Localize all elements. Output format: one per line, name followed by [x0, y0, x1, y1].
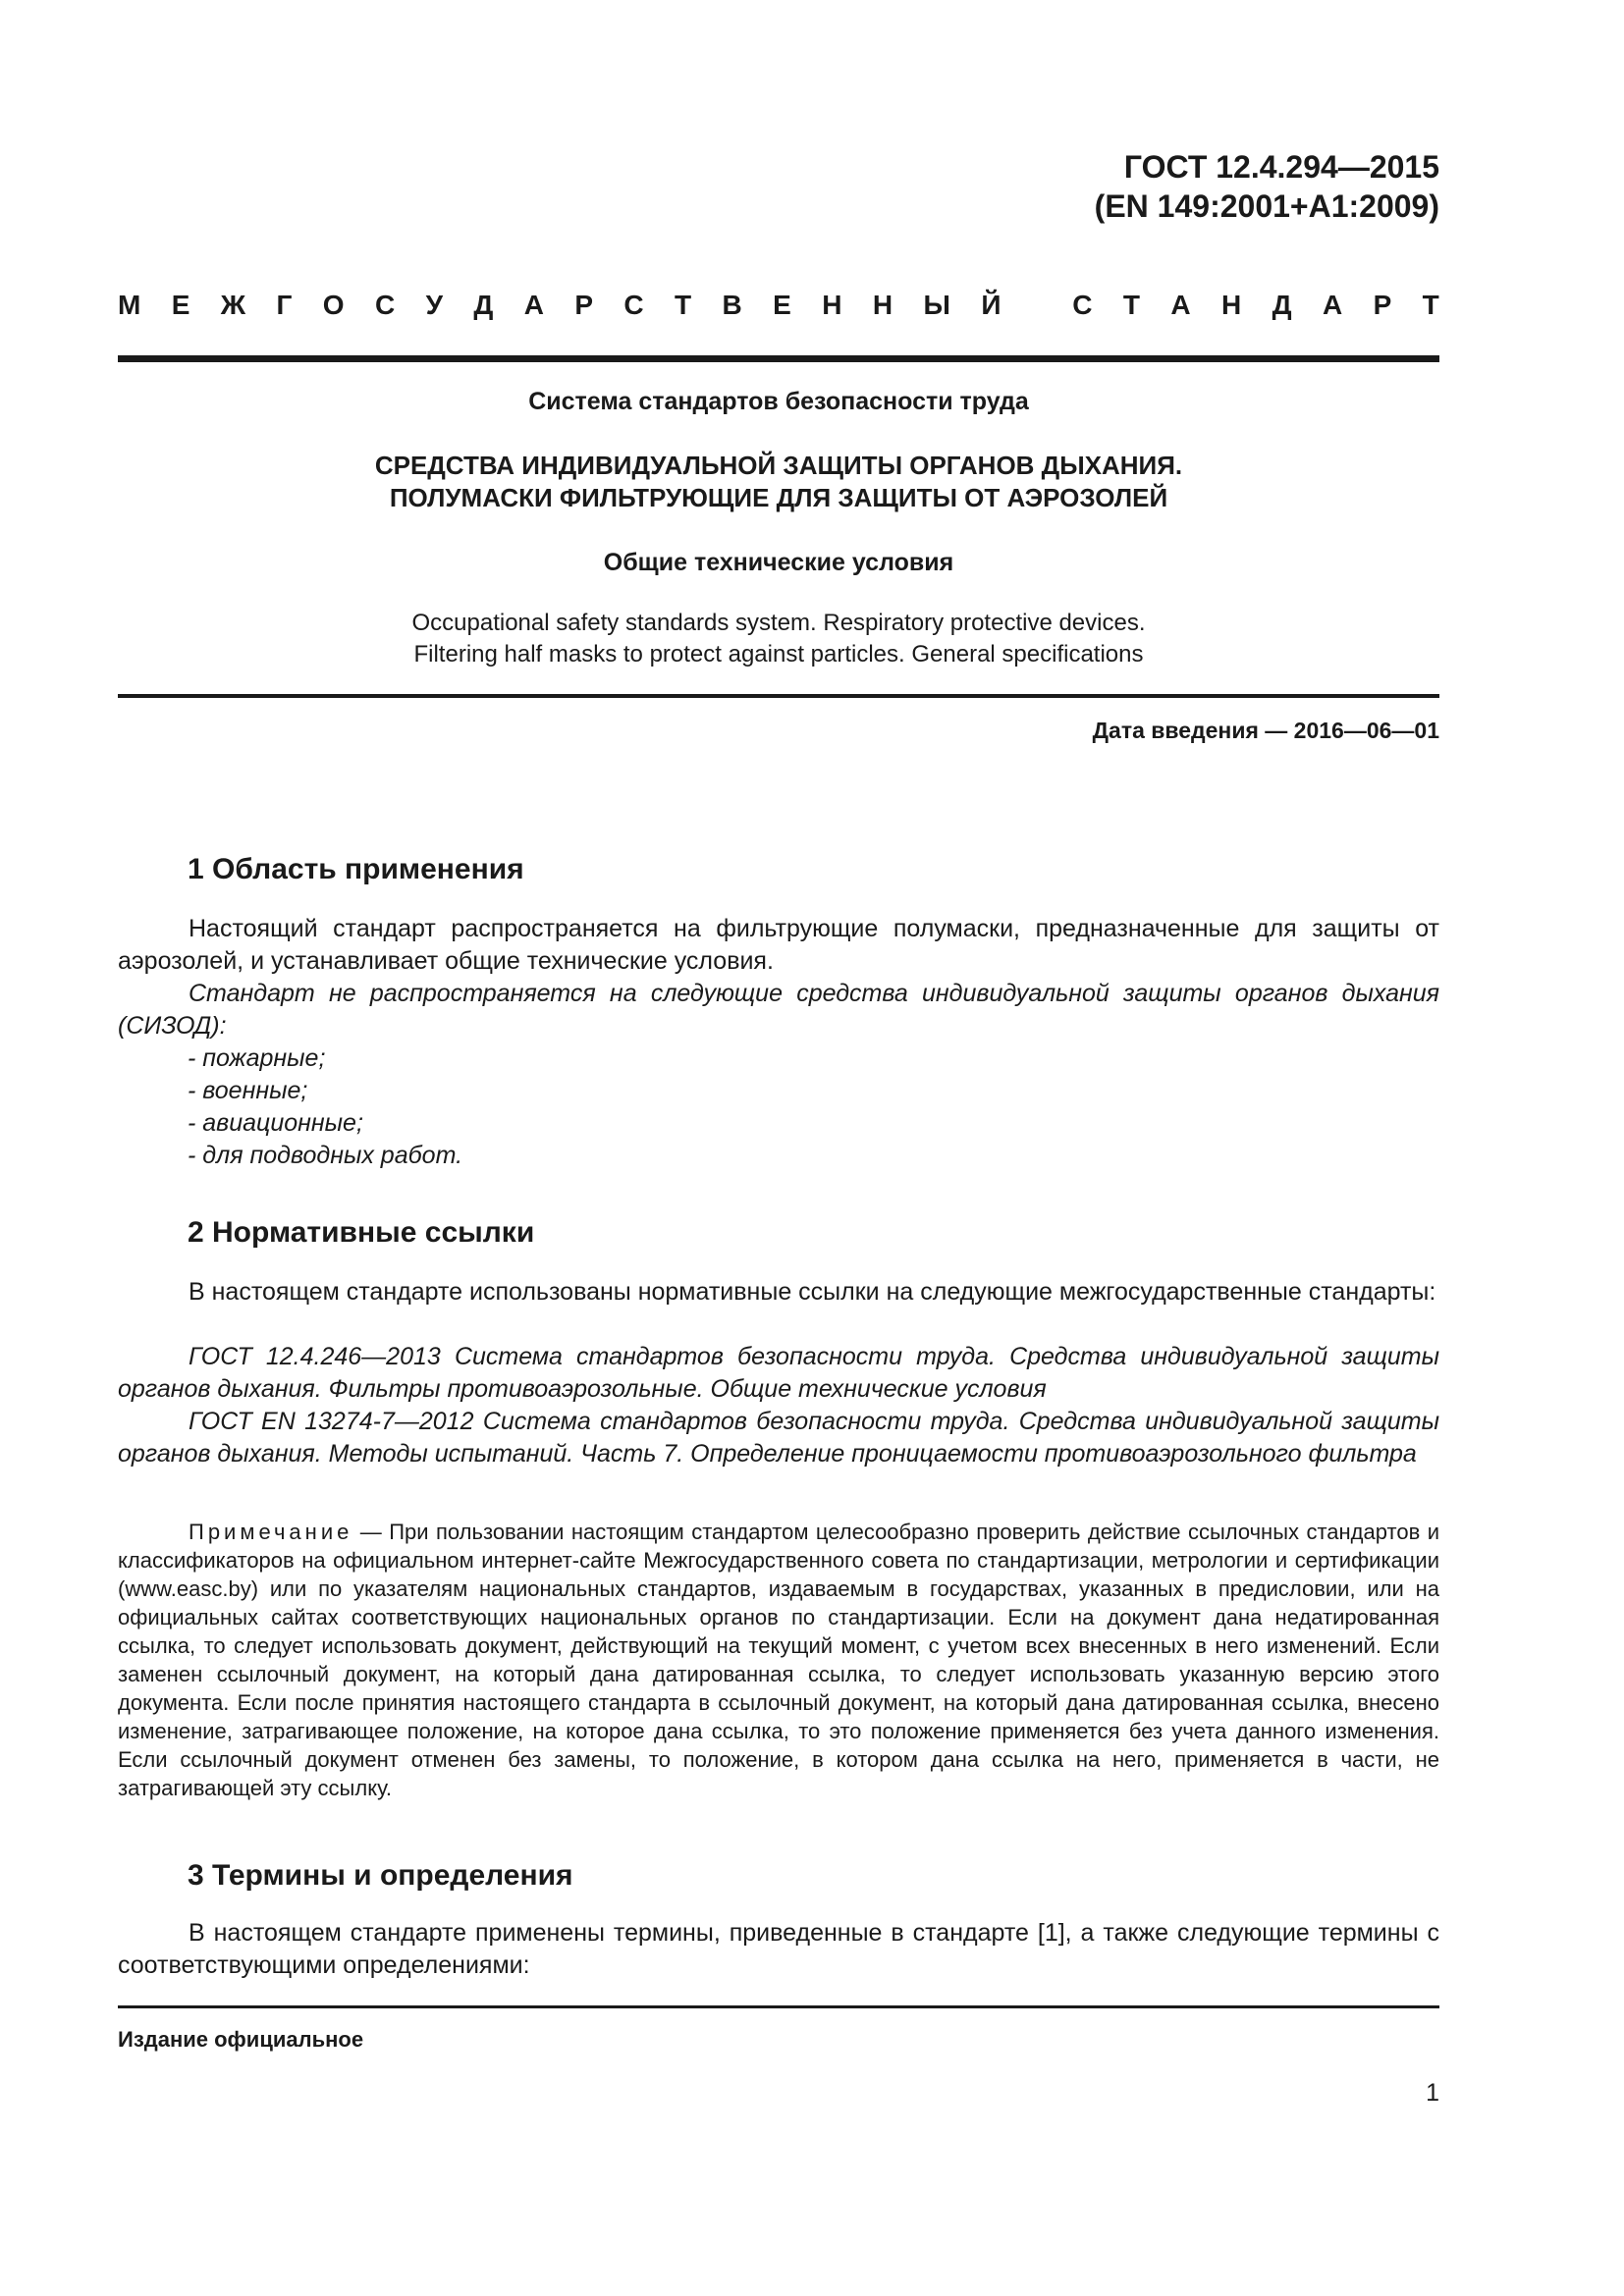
heading-letter: Н: [872, 290, 893, 320]
word-gap: [1032, 290, 1042, 325]
heading-letter: М: [118, 290, 141, 320]
intro-date: Дата введения — 2016—06—01: [1092, 718, 1439, 743]
section-2-heading: 2 Нормативные ссылки: [188, 1216, 535, 1249]
heading-letter: Р: [574, 290, 594, 320]
heading-letter: У: [425, 290, 443, 320]
top-rule: [118, 355, 1439, 362]
heading-letter: Д: [1272, 290, 1292, 320]
heading-letter: А: [1322, 290, 1343, 320]
note-label: Примечание: [189, 1520, 353, 1544]
list-item: - пожарные;: [188, 1044, 326, 1072]
heading-letter: Т: [675, 290, 692, 320]
heading-letter: Н: [1220, 290, 1242, 320]
subtitle: Общие технические условия: [603, 549, 954, 576]
official-edition: Издание официальное: [118, 2027, 364, 2052]
list-item: - авиационные;: [188, 1109, 363, 1137]
en-title-line-2: Filtering half masks to protect against particles. General specifications: [413, 641, 1144, 667]
heading-letter: Е: [171, 290, 190, 320]
section-1-para-2: Стандарт не распространяется на следующие средства индивидуальной защиты органов дыхания (СИЗОД):: [118, 980, 1439, 1040]
heading-letter: Ы: [923, 290, 950, 320]
section-3-heading: 3 Термины и определения: [188, 1859, 573, 1892]
heading-letter: Е: [773, 290, 791, 320]
section-1-para-1: Настоящий стандарт распространяется на фильтрующие полумаски, предназначенные для защиты от аэрозолей, и устанавливает общие технические условия.: [118, 915, 1439, 975]
list-item: - военные;: [188, 1077, 308, 1104]
title-rule: [118, 694, 1439, 698]
heading-letter: В: [722, 290, 742, 320]
footer-rule: [118, 2005, 1439, 2008]
gost-code: ГОСТ 12.4.294—2015: [1123, 149, 1439, 185]
heading-letter: С: [1072, 290, 1093, 320]
heading-letter: Д: [473, 290, 494, 320]
section-3-para-1: В настоящем стандарте применены термины, приведенные в стандарте [1], а также следующие термины с соответствующими определениями:: [118, 1919, 1439, 1979]
heading-letter: Т: [1422, 290, 1439, 320]
title-line-2: ПОЛУМАСКИ ФИЛЬТРУЮЩИЕ ДЛЯ ЗАЩИТЫ ОТ АЭРОЗОЛЕЙ: [389, 483, 1168, 512]
heading-letter: Н: [822, 290, 842, 320]
heading-letter: А: [523, 290, 544, 320]
interstate-standard-heading: [118, 290, 1439, 325]
reference-1: ГОСТ 12.4.246—2013 Система стандартов безопасности труда. Средства индивидуальной защиты органов дыхания. Фильтры противоаэрозольные. Общие технические условия: [118, 1343, 1439, 1403]
section-1-heading: 1 Область применения: [188, 853, 524, 885]
heading-letter: Г: [276, 290, 293, 320]
title-line-1: СРЕДСТВА ИНДИВИДУАЛЬНОЙ ЗАЩИТЫ ОРГАНОВ ДЫХАНИЯ.: [374, 451, 1183, 480]
heading-letter: Й: [981, 290, 1001, 320]
note-text: — При пользовании настоящим стандартом целесообразно проверить действие ссылочных стандартов и классификаторов на официальном интернет-сайте Межгосударственного совета по стандартизации, метрологии и сертификации (www.easc.by) или по указателям национальных стандартов, издаваемым в государствах, указанных в предисловии, или на официальных сайтах соответствующих национальных органов по стандартизации. Если на документ дана недатированная ссылка, то следует использовать документ, действующий на текущий момент, с учетом всех внесенных в него изменений. Если заменен ссылочный документ, на который дана датированная ссылка, то следует использовать указанную версию этого документа. Если после принятия настоящего стандарта в ссылочный документ, на который дана датированная ссылка, внесено изменение, затрагивающее положение, на которое дана ссылка, то это положение применяется без учета данного изменения. Если ссылочный документ отменен без замены, то положение, в котором дана ссылка на него, применяется в части, не затрагивающей эту ссылку.: [118, 1520, 1439, 1800]
heading-letter: А: [1170, 290, 1191, 320]
en-code: (EN 149:2001+A1:2009): [1094, 188, 1439, 224]
heading-letter: С: [623, 290, 644, 320]
en-title-line-1: Occupational safety standards system. Respiratory protective devices.: [411, 610, 1146, 636]
page-number: 1: [1426, 2079, 1439, 2107]
section-2-para-1: В настоящем стандарте использованы нормативные ссылки на следующие межгосударственные стандарты:: [189, 1278, 1436, 1306]
reference-2: ГОСТ EN 13274-7—2012 Система стандартов безопасности труда. Средства индивидуальной защиты органов дыхания. Методы испытаний. Часть 7. Определение проницаемости противоаэрозольного фильтра: [118, 1408, 1439, 1468]
note: [118, 1518, 1439, 1802]
heading-letter: Р: [1373, 290, 1392, 320]
heading-letter: Ж: [220, 290, 246, 320]
heading-letter: С: [374, 290, 396, 320]
heading-letter: О: [322, 290, 345, 320]
heading-letter: Т: [1122, 290, 1140, 320]
list-item: - для подводных работ.: [188, 1142, 463, 1169]
system-title: Система стандартов безопасности труда: [528, 388, 1029, 415]
